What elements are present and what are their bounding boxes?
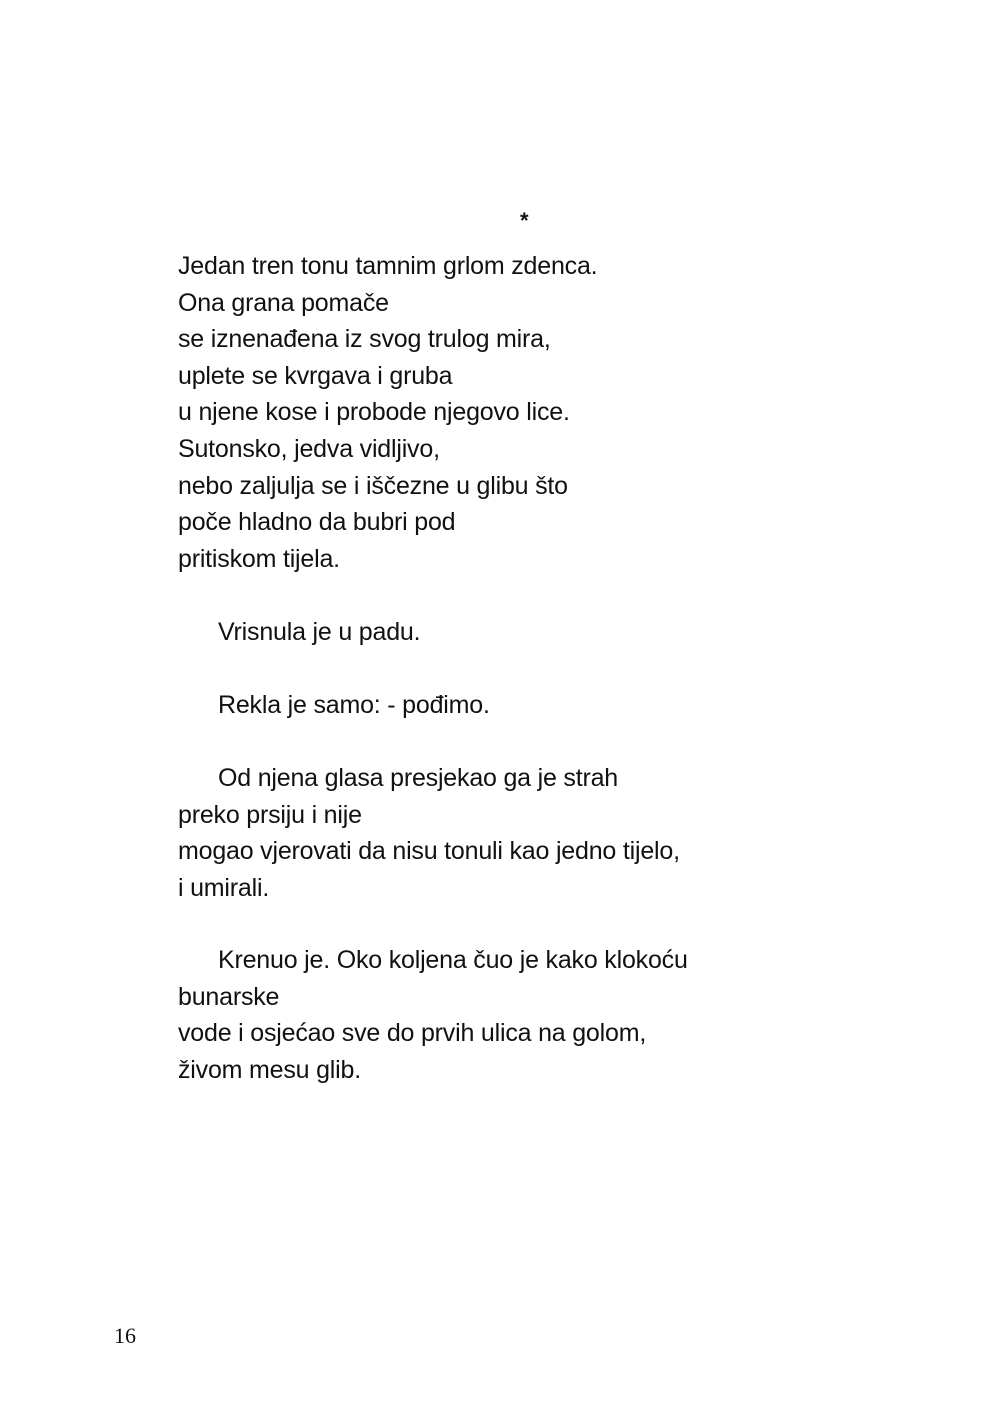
page-number: 16 <box>114 1323 136 1348</box>
stanza-5 <box>178 942 878 1088</box>
text-line: Jedan tren tonu tamnim grlom zdenca. <box>178 252 598 280</box>
text-line: nebo zaljulja se i iščezne u glibu što <box>178 471 568 500</box>
text-line: Rekla je samo: - pođimo. <box>218 691 490 719</box>
stanza-3 <box>178 687 878 724</box>
text-line: bunarske <box>178 982 280 1011</box>
text-line: poče hladno da bubri pod <box>178 508 456 537</box>
text-line: u njene kose i probode njegovo lice. <box>178 398 570 427</box>
text-line: Od njena glasa presjekao ga je strah <box>218 764 619 792</box>
text-line: i umirali. <box>178 873 270 902</box>
text-line: Ona grana pomače <box>178 288 389 317</box>
stanza-4 <box>178 760 878 906</box>
text-line: preko prsiju i nije <box>178 800 362 829</box>
text-line: vode i osjećao sve do prvih ulica na golom, <box>178 1019 647 1048</box>
text-line: Sutonsko, jedva vidljivo, <box>178 434 440 463</box>
text-line: mogao vjerovati da nisu tonuli kao jedno tijelo, <box>178 837 680 866</box>
section-separator: * <box>520 208 529 233</box>
stanza-1 <box>178 248 878 577</box>
text-line: Krenuo je. Oko koljena čuo je kako klokoću <box>218 946 688 974</box>
text-line: uplete se kvrgava i gruba <box>178 361 453 390</box>
text-line: pritiskom tijela. <box>178 544 340 573</box>
text-line: se iznenađena iz svog trulog mira, <box>178 325 551 354</box>
text-line: živom mesu glib. <box>178 1055 361 1084</box>
text-line: Vrisnula je u padu. <box>218 618 421 646</box>
stanza-2 <box>178 614 878 651</box>
